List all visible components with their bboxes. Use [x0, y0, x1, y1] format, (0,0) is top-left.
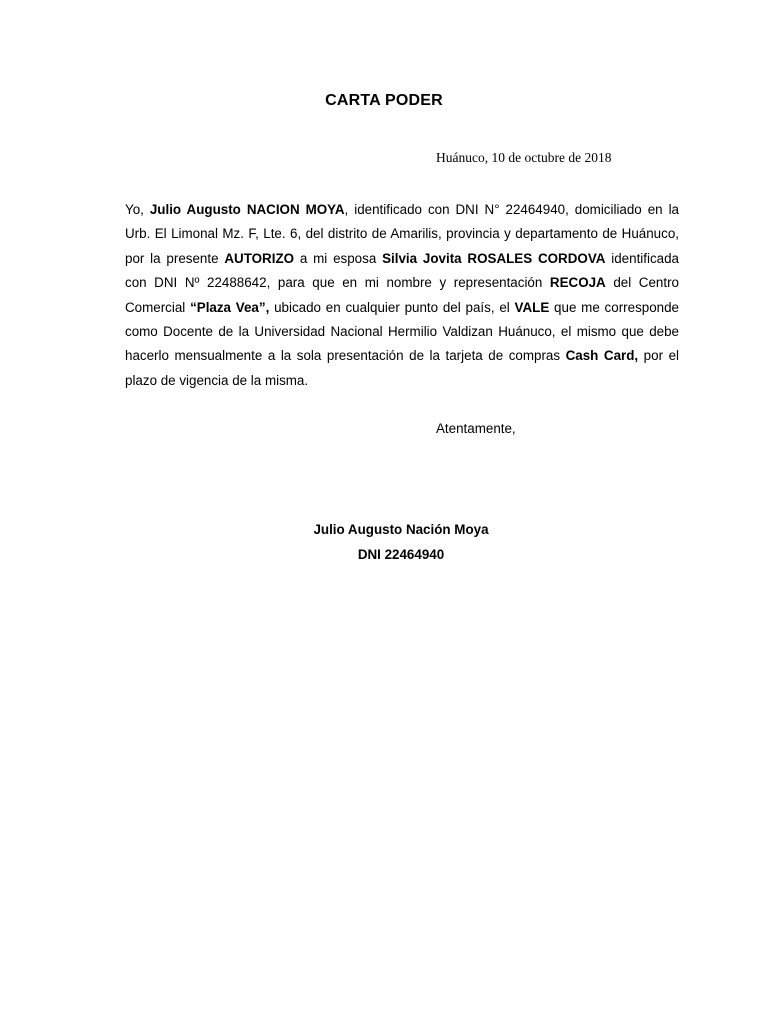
body-text-segment: por el plazo de vigencia de la misma.	[125, 348, 680, 388]
grantee-name: Silvia Jovita ROSALES CORDOVA	[382, 250, 606, 266]
signature-block	[0, 517, 768, 567]
body-text-segment: a mi esposa	[294, 250, 383, 266]
authorization-keyword: AUTORIZO	[224, 250, 295, 266]
document-date: Huánuco, 10 de octubre de 2018	[436, 150, 612, 165]
body-text-segment: del Centro Comercial	[125, 275, 679, 315]
action-keyword: RECOJA	[549, 275, 606, 291]
document-body	[125, 198, 679, 393]
body-text-segment: Yo,	[125, 202, 150, 217]
document-title: CARTA PODER	[325, 92, 443, 109]
signatory-dni: DNI 22464940	[357, 547, 445, 562]
grantor-name: Julio Augusto NACION MOYA	[149, 202, 345, 217]
closing-salutation: Atentamente,	[436, 421, 516, 436]
body-text-segment: , identificado con DNI N° 22464940, domiciliado en la Urb. El Limonal Mz. F, Lte. 6, del distrito de Amarilis, provincia y departamento de Huánuco, por la presente	[125, 202, 679, 266]
store-name: “Plaza Vea”,	[190, 299, 270, 315]
body-text-segment: que me corresponde como Docente de la Universidad Nacional Hermilio Valdizan Huánuco, el mismo que debe hacerlo mensualmente a la sola presentación de la tarjeta de compras	[125, 299, 679, 364]
voucher-keyword: VALE	[514, 299, 550, 315]
body-text-segment: identificada con DNI Nº 22488642, para que en mi nombre y representación	[125, 250, 680, 291]
signatory-name: Julio Augusto Nación Moya	[313, 522, 489, 537]
card-name: Cash Card,	[565, 348, 639, 364]
body-text-segment: ubicado en cualquier punto del país, el	[269, 299, 515, 315]
